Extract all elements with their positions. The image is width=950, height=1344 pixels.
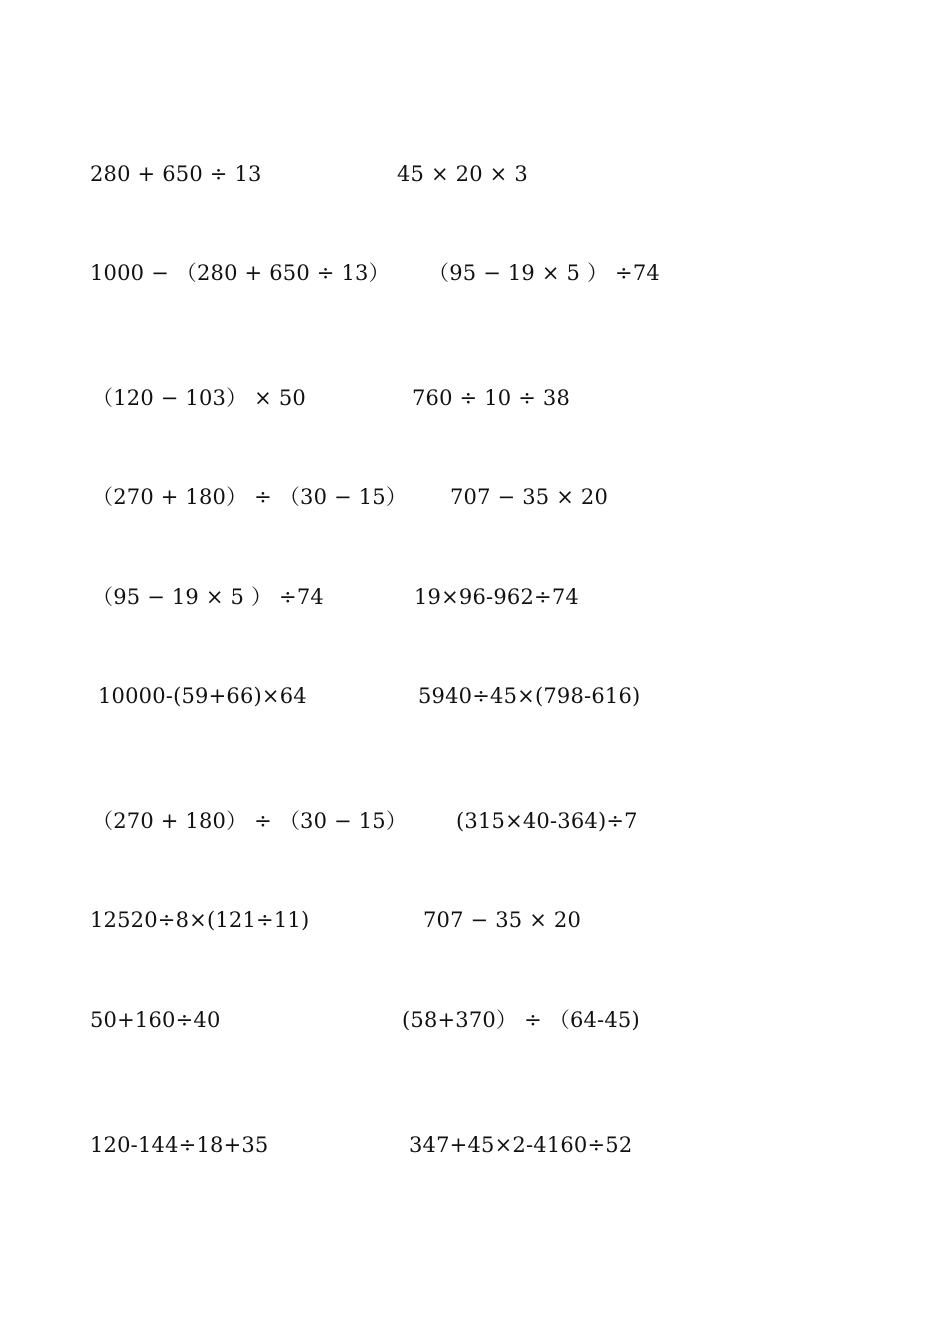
problem-6-left: 10000-(59+66)×64 xyxy=(98,684,307,708)
problem-3-right: 760 ÷ 10 ÷ 38 xyxy=(412,386,571,410)
problem-3-left: （120 − 103） × 50 xyxy=(92,386,306,410)
problem-6-right: 5940÷45×(798-616) xyxy=(418,684,641,708)
problem-1-left: 280 + 650 ÷ 13 xyxy=(90,162,262,186)
problem-10-left: 120-144÷18+35 xyxy=(90,1133,269,1157)
problem-5-right: 19×96-962÷74 xyxy=(414,585,579,609)
problem-7-left: （270 + 180） ÷ （30 − 15） xyxy=(92,809,408,833)
problem-1-right: 45 × 20 × 3 xyxy=(397,162,528,186)
problem-5-left: （95 − 19 × 5 ） ÷74 xyxy=(92,585,324,609)
problem-9-right: (58+370） ÷ （64-45) xyxy=(402,1008,640,1032)
problem-8-left: 12520÷8×(121÷11) xyxy=(90,908,310,932)
problem-4-left: （270 + 180） ÷ （30 − 15） xyxy=(92,485,408,509)
problem-9-left: 50+160÷40 xyxy=(90,1008,221,1032)
problem-4-right: 707 − 35 × 20 xyxy=(450,485,609,509)
problem-10-right: 347+45×2-4160÷52 xyxy=(409,1133,633,1157)
problem-2-right: （95 − 19 × 5 ） ÷74 xyxy=(428,261,660,285)
problem-7-right: (315×40-364)÷7 xyxy=(456,809,638,833)
problem-2-left: 1000 − （280 + 650 ÷ 13） xyxy=(90,261,390,285)
problem-8-right: 707 − 35 × 20 xyxy=(423,908,582,932)
